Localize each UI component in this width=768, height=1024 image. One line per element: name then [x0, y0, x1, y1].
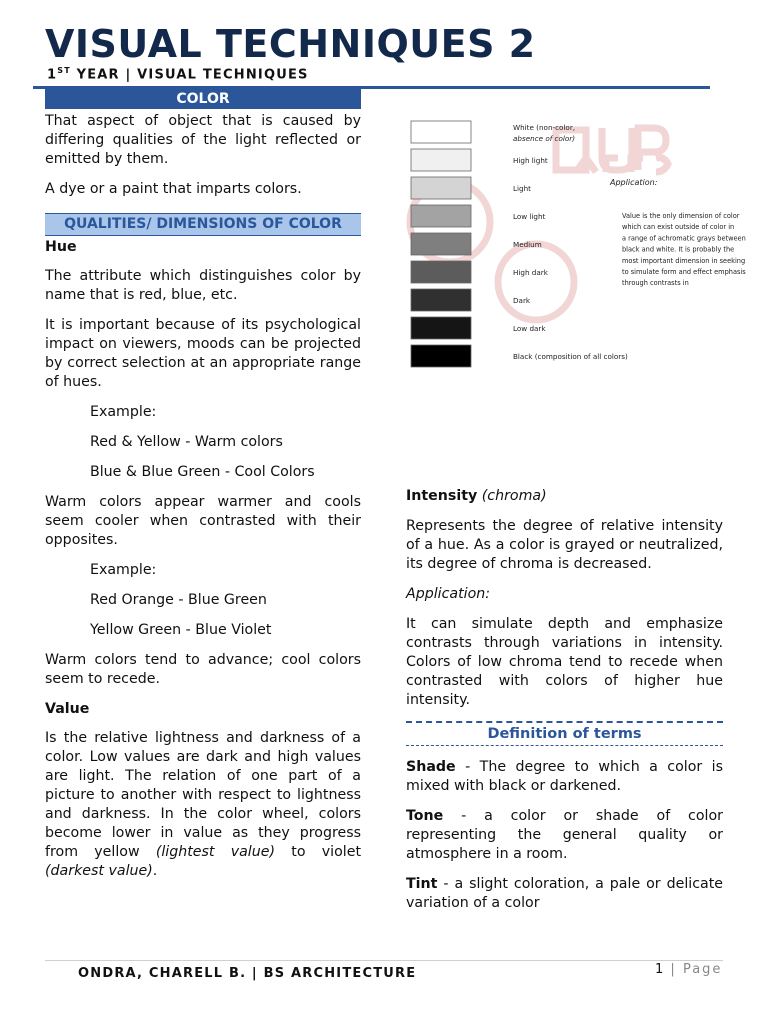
shade-definition — [406, 758, 723, 796]
swatch-label-7: Low dark — [513, 324, 546, 333]
intensity-heading: Intensity — [406, 488, 478, 504]
value-text-1: Is the relative lightness and darkness of a color. Low values are dark and high values are light. The relation of one part of a picture to another with respect to lightness and darkness. In the color wheel, colors become lower in value as they progress from yellow — [45, 730, 361, 860]
color-section-band: COLOR — [45, 89, 361, 109]
tone-term: Tone — [406, 808, 444, 824]
tint-term: Tint — [406, 876, 438, 892]
tint-definition — [406, 875, 723, 913]
page-subtitle — [47, 66, 309, 82]
example-1-label: Example: — [90, 404, 157, 420]
swatch-label-2: Light — [513, 184, 531, 193]
intensity-application-label: Application: — [406, 586, 491, 602]
swatch-label-0: White (non-color, absence of color) — [513, 123, 576, 143]
footer-author: ONDRA, CHARELL B. | BS ARCHITECTURE — [78, 966, 417, 981]
color-definition-2: A dye or a paint that imparts colors. — [45, 181, 302, 197]
hue-paragraph-3: Warm colors appear warmer and cools seem cooler when contrasted with their opposites. — [45, 494, 361, 548]
swatch-label-8: Black (composition of all colors) — [513, 352, 628, 361]
value-darkest: (darkest value) — [45, 863, 153, 879]
example-2-label: Example: — [90, 562, 157, 578]
example-2-pair-1: Red Orange - Blue Green — [90, 592, 267, 608]
intensity-heading-line — [406, 487, 723, 506]
qualities-section-band: QUALITIES/ DIMENSIONS OF COLOR — [45, 213, 361, 236]
intensity-paragraph-2: It can simulate depth and emphasize contrasts through variations in intensity. Colors of low chroma tend to recede when contrasted with colors of higher hue intensity. — [406, 616, 723, 708]
swatch-3 — [411, 205, 471, 227]
footer-rule — [45, 960, 723, 961]
left-column — [45, 89, 361, 892]
value-paragraph — [45, 729, 361, 881]
page-word: Page — [682, 962, 723, 977]
swatch-1 — [411, 149, 471, 171]
definition-of-terms-box: Definition of terms — [406, 721, 723, 746]
tone-text: - a color or shade of color representing the general quality or atmosphere in a room. — [406, 808, 723, 862]
tint-text: - a slight coloration, a pale or delicate variation of a color — [406, 876, 723, 911]
swatch-2 — [411, 177, 471, 199]
swatch-5 — [411, 261, 471, 283]
example-1-cool: Blue & Blue Green - Cool Colors — [90, 464, 315, 480]
value-swatches — [411, 121, 628, 367]
value-heading: Value — [45, 701, 90, 717]
swatch-6 — [411, 289, 471, 311]
subtitle-superscript: ST — [57, 66, 71, 75]
subtitle-year-number: 1 — [47, 67, 58, 83]
color-definition-1: That aspect of object that is caused by differing qualities of the light reflected or emitted by them. — [45, 113, 361, 167]
intensity-chroma: (chroma) — [481, 488, 547, 504]
swatch-0 — [411, 121, 471, 143]
hue-paragraph-1: The attribute which distinguishes color by name that is red, blue, etc. — [45, 268, 361, 303]
swatch-8 — [411, 345, 471, 367]
right-column — [406, 487, 723, 924]
hue-heading: Hue — [45, 239, 77, 255]
hue-paragraph-4: Warm colors tend to advance; cool colors seem to recede. — [45, 652, 361, 687]
intensity-paragraph-1: Represents the degree of relative intensity of a hue. As a color is grayed or neutralized, its degree of chroma is decreased. — [406, 518, 723, 572]
swatch-label-5: High dark — [513, 268, 548, 277]
swatch-label-3: Low light — [513, 212, 546, 221]
value-text-end: . — [152, 863, 158, 879]
swatch-label-1: High light — [513, 156, 548, 165]
swatch-label-4: Medium — [513, 240, 542, 249]
shade-term: Shade — [406, 759, 456, 775]
page-number: 1 — [655, 962, 665, 977]
swatch-4 — [411, 233, 471, 255]
subtitle-text: YEAR | VISUAL TECHNIQUES — [70, 67, 309, 83]
example-2-pair-2: Yellow Green - Blue Violet — [90, 622, 272, 638]
application-label: Application: — [610, 178, 658, 187]
footer-page-number — [655, 962, 722, 977]
application-text: Value is the only dimension of color which can exist outside of color in a range of achromatic grays between black and white. It is probably the most important dimension in seeking to simulate form and effect emphasis through contrasts in — [622, 212, 746, 288]
shade-text: - The degree to which a color is mixed with black or darkened. — [406, 759, 723, 794]
hue-paragraph-2: It is important because of its psychological impact on viewers, moods can be projected by correct selection at an appropriate range of hues. — [45, 317, 361, 390]
value-lightest: (lightest value) — [155, 844, 276, 860]
value-scale-figure — [406, 112, 746, 372]
example-1-warm: Red & Yellow - Warm colors — [90, 434, 283, 450]
page-separator: | — [664, 962, 683, 977]
page-title: VISUAL TECHNIQUES 2 — [45, 22, 536, 66]
tone-definition — [406, 807, 723, 864]
swatch-label-6: Dark — [513, 296, 531, 305]
swatch-7 — [411, 317, 471, 339]
value-text-2: to violet — [275, 844, 362, 860]
